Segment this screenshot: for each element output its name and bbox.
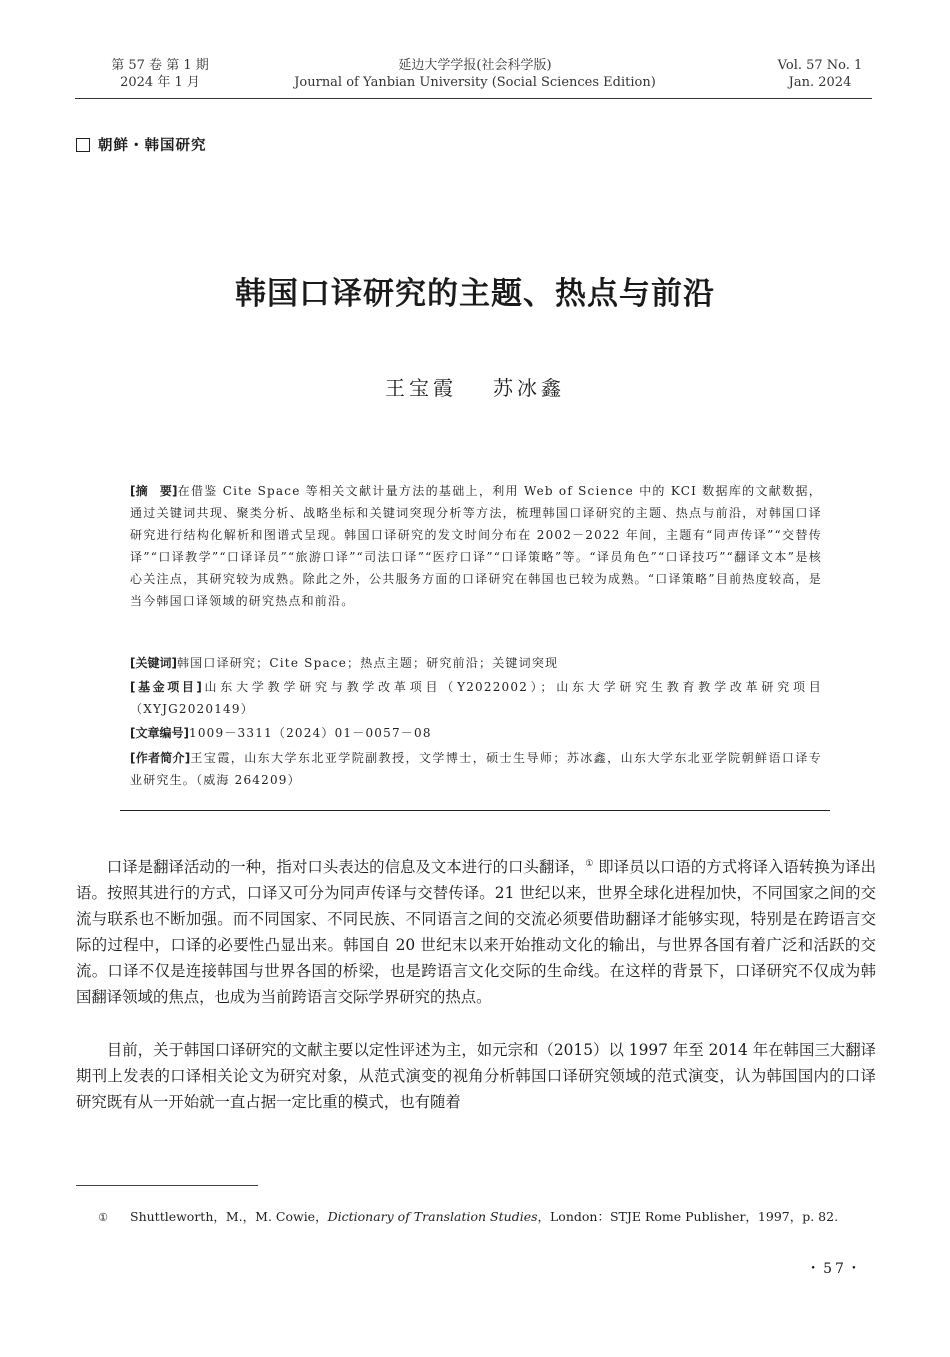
abstract <box>130 480 822 612</box>
paragraph-text: 口译是翻译活动的一种，指对口头表达的信息及文本进行的口头翻译， <box>106 858 586 876</box>
author-bio-label: [作者简介] <box>130 751 191 765</box>
section-heading <box>76 134 207 155</box>
author-line <box>0 372 950 401</box>
author-name: 苏冰鑫 <box>493 376 565 400</box>
author-name: 王宝霞 <box>385 376 457 400</box>
fund-project <box>130 676 822 720</box>
journal-name-english: Journal of Yanbian University (Social Sciences Edition) <box>294 75 656 90</box>
footnote-ref[interactable]: ① <box>585 858 594 869</box>
article-number-text: 1009－3311（2024）01－0057－08 <box>188 726 432 740</box>
article-number <box>130 722 822 744</box>
page-number: ・57・ <box>806 1261 864 1277</box>
footnote-book-title: Dictionary of Translation Studies <box>327 1209 538 1224</box>
header-divider <box>75 98 872 99</box>
paragraph-text: 目前，关于韩国口译研究的文献主要以定性评述为主，如元宗和（2015）以 1997 年至 2014 年在韩国三大翻译期刊上发表的口译相关论文为研究对象，从范式演变的视角分析韩国口译研究领域的范式演变，认为韩国国内的口译研究既有从一开始就一直占据一定比重的模式，也有随着 <box>76 1041 876 1111</box>
section-label: 朝鲜・韩国研究 <box>98 138 207 154</box>
fund-label: [基金项目] <box>130 680 202 694</box>
footnote-publisher: ，London：STJE Rome Publisher，1997，p. 82. <box>537 1209 839 1224</box>
journal-name <box>270 57 680 91</box>
keywords-label: [关键词] <box>130 656 177 670</box>
footnote <box>76 1206 876 1229</box>
author-bio <box>130 747 822 791</box>
issue-info-english <box>740 57 900 91</box>
metadata-divider <box>120 810 830 811</box>
keywords-text: 韩国口译研究；Cite Space；热点主题；研究前沿；关键词突现 <box>176 656 559 670</box>
body-paragraph <box>76 854 876 1010</box>
article-number-label: [文章编号] <box>130 726 189 740</box>
body-paragraph <box>76 1037 876 1115</box>
keywords <box>130 652 822 674</box>
footnote-mark: ① <box>98 1211 108 1224</box>
fund-text: 山东大学教学研究与教学改革项目（Y2022002）；山东大学研究生教育教学改革研究项目（XYJG2020149） <box>130 680 822 716</box>
footnote-author: Shuttleworth，M.，M. Cowie， <box>130 1209 328 1224</box>
article-title: 韩国口译研究的主题、热点与前沿 <box>235 276 715 312</box>
issue-date: 2024 年 1 月 <box>120 75 200 90</box>
square-bullet-icon <box>76 138 90 152</box>
footnote-divider <box>76 1185 258 1186</box>
abstract-label: [摘 要] <box>130 484 178 498</box>
paragraph-text: 即译员以口语的方式将译入语转换为译出语。按照其进行的方式，口译又可分为同声传译与交替传译。21 世纪以来，世界全球化进程加快，不同国家之间的交流与联系也不断加强。而不同国家、不同民族、不同语言之间的交流必须要借助翻译才能够实现，特别是在跨语言交际的过程中，口译的必要性凸显出来。韩国自 20 世纪末以来开始推动文化的输出，与世界各国有着广泛和活跃的交流。口译不仅是连接韩国与世界各国的桥梁，也是跨语言文化交际的生命线。在这样的背景下，口译研究不仅成为韩国翻译领域的焦点，也成为当前跨语言交际学界研究的热点。 <box>76 858 876 1006</box>
abstract-text: 在借鉴 Cite Space 等相关文献计量方法的基础上，利用 Web of Science 中的 KCI 数据库的文献数据，通过关键词共现、聚类分析、战略坐标和关键词突现分析等方法，梳理韩国口译研究的主题、热点与前沿，对韩国口译研究进行结构化解析和图谱式呈现。韩国口译研究的发文时间分布在 2002－2022 年间，主题有“同声传译”“交替传译”“口译教学”“口译译员”“旅游口译”“司法口译”“医疗口译”“口译策略”等。“译员角色”“口译技巧”“翻译文本”是核心关注点，其研究较为成熟。除此之外，公共服务方面的口译研究在韩国也已较为成熟。“口译策略”目前热度较高，是当今韩国口译领域的研究热点和前沿。 <box>130 484 822 608</box>
volume-issue-english: Vol. 57 No. 1 <box>777 58 863 73</box>
issue-date-english: Jan. 2024 <box>788 75 852 90</box>
issue-info <box>90 57 230 91</box>
journal-name-chinese: 延边大学学报(社会科学版) <box>398 58 552 73</box>
volume-issue: 第 57 卷 第 1 期 <box>111 58 209 73</box>
author-bio-text: 王宝霞，山东大学东北亚学院副教授，文学博士，硕士生导师；苏冰鑫，山东大学东北亚学院朝鲜语口译专业研究生。（威海 264209） <box>130 751 822 787</box>
